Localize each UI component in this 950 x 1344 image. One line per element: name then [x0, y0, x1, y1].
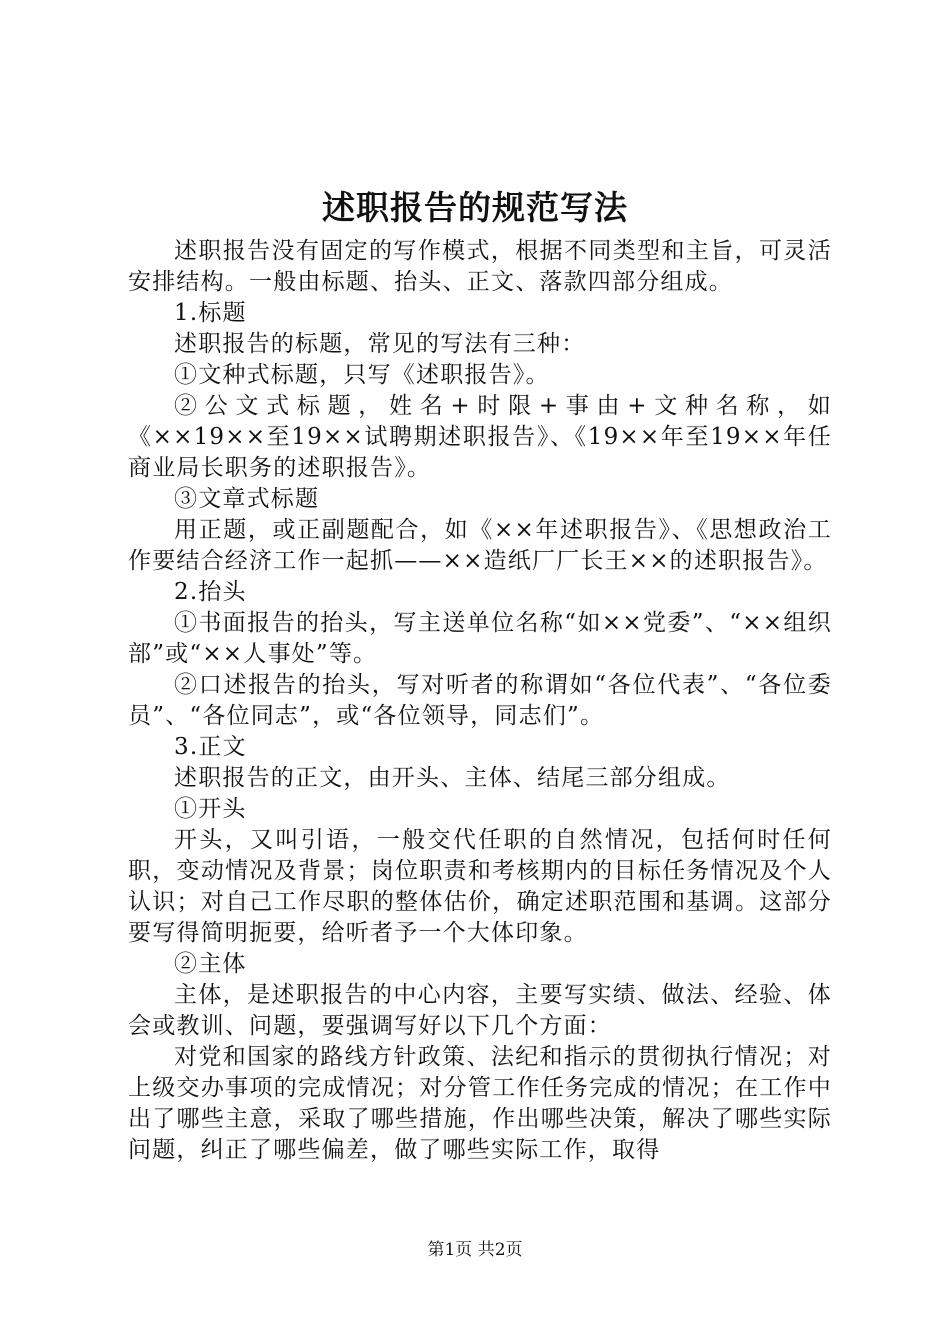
paragraph-body-structure: 述职报告的正文，由开头、主体、结尾三部分组成。 — [174, 765, 731, 791]
item-oral-salutation: ②口述报告的抬头，写对听者的称谓如“各位代表”、“各位委员”、“各位同志”，或“各位领导，同志们”。 — [128, 672, 832, 729]
paragraph-intro: 述职报告没有固定的写作模式，根据不同类型和主旨，可灵活安排结构。一般由标题、抬头、正文、落款四部分组成。 — [128, 238, 832, 295]
heading-salutation-section: 2.抬头 — [174, 579, 247, 605]
item-official-title: ②公文式标题，姓名+时限+事由+文种名称，如《××19××至19××试聘期述职报告》、《19××年至19××年任商业局长职务的述职报告》。 — [128, 393, 832, 481]
item-main-body: ②主体 — [174, 951, 247, 977]
heading-body-section: 3.正文 — [174, 734, 247, 760]
paragraph-opening-detail: 开头，又叫引语，一般交代任职的自然情况，包括何时任何职，变动情况及背景；岗位职责和考核期内的目标任务情况及个人认识；对自己工作尽职的整体估价，确定述职范围和基调。这部分要写得简明扼要，给听者予一个大体印象。 — [128, 827, 832, 946]
heading-title-section: 1.标题 — [174, 300, 247, 326]
page-footer: 第1页 共2页 — [427, 1240, 523, 1260]
item-article-title: ③文章式标题 — [174, 486, 320, 512]
paragraph-main-body-aspects: 对党和国家的路线方针政策、法纪和指示的贯彻执行情况；对上级交办事项的完成情况；对分管工作任务完成的情况；在工作中出了哪些主意，采取了哪些措施，作出哪些决策，解决了哪些实际问题，纠正了哪些偏差，做了哪些实际工作，取得 — [128, 1044, 832, 1163]
paragraph-main-body-detail: 主体，是述职报告的中心内容，主要写实绩、做法、经验、体会或教训、问题，要强调写好以下几个方面： — [128, 982, 832, 1039]
page-title: 述职报告的规范写法 — [322, 188, 628, 227]
item-written-salutation: ①书面报告的抬头，写主送单位名称“如××党委”、“××组织部”或“××人事处”等。 — [128, 610, 832, 667]
item-opening: ①开头 — [174, 796, 247, 822]
paragraph-article-title-detail: 用正题，或正副题配合，如《××年述职报告》、《思想政治工作要结合经济工作一起抓——××造纸厂厂长王××的述职报告》。 — [128, 517, 832, 574]
paragraph-title-types: 述职报告的标题，常见的写法有三种： — [174, 331, 586, 357]
document-body — [128, 236, 832, 1166]
item-genre-title: ①文种式标题，只写《述职报告》。 — [174, 362, 550, 388]
